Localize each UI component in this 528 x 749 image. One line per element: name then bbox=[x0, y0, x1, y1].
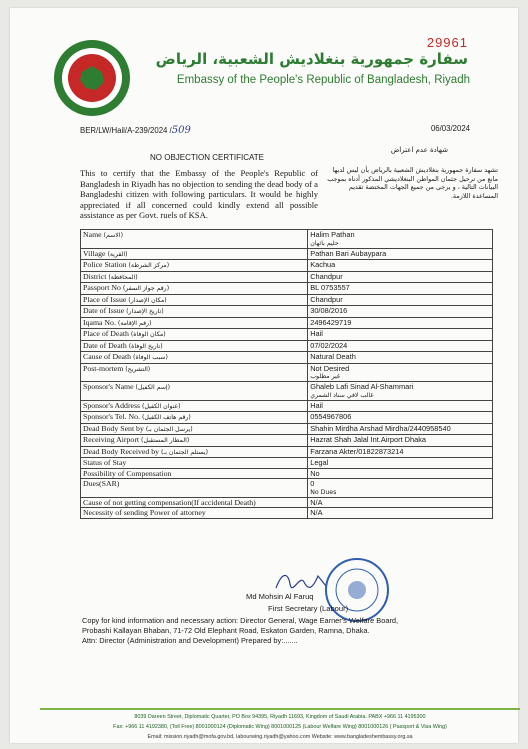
particulars-table bbox=[80, 229, 493, 519]
field-value bbox=[308, 423, 493, 435]
field-label-arabic: (سبب الوفاة) bbox=[133, 354, 168, 361]
field-value-text: 07/02/2024 bbox=[310, 340, 348, 350]
field-label-arabic: (إسم الكفيل) bbox=[135, 384, 171, 391]
field-label-text: Name bbox=[83, 230, 102, 239]
field-value-text: 0554967806 bbox=[310, 412, 352, 421]
field-label bbox=[81, 260, 308, 272]
field-label bbox=[81, 423, 308, 435]
field-label-arabic: (تاريخ الإصدار) bbox=[126, 308, 164, 315]
field-value bbox=[308, 306, 493, 318]
copy-line: Attn: Director (Administration and Development) Prepared by:....... bbox=[82, 636, 298, 645]
field-label-arabic: (رقم جواز السفر) bbox=[122, 285, 170, 292]
table-row bbox=[81, 479, 493, 498]
field-value-secondary: No Dues bbox=[310, 488, 337, 496]
field-label-text: District bbox=[83, 271, 107, 281]
field-label bbox=[81, 340, 308, 352]
field-label-arabic: (مركز الشرطة) bbox=[128, 262, 170, 269]
field-label-text: Cause of Death bbox=[83, 352, 132, 361]
field-value-text: Kachua bbox=[310, 260, 336, 269]
footer-contact: Email: mission.riyadh@mofa.gov.bd, labourwing.riyadh@yahoo.com Website: www.bangladeshembassy.org.sa bbox=[147, 734, 413, 740]
field-value bbox=[308, 446, 493, 458]
table-row bbox=[81, 283, 493, 295]
field-label-arabic: (التشريح) bbox=[125, 365, 151, 373]
field-label-text: Village bbox=[83, 248, 106, 258]
field-label-arabic: (الاسم) bbox=[103, 232, 123, 239]
footer-phone: Fax: +966 11 4192380, (Toll Free) 8001000124 (Diplomatic Wing) 8001000125 (Labour Welfare Wing) 8001000126 ( Passport & Visa Wing) bbox=[113, 724, 447, 730]
reference-text: BER/LW/Hail/A-239/2024 / bbox=[80, 126, 172, 135]
field-label-text: Dead Body Received by bbox=[83, 446, 159, 456]
table-row bbox=[81, 400, 493, 412]
embassy-name-arabic: سفارة جمهورية بنغلاديش الشعبية، الرياض bbox=[155, 50, 468, 68]
field-value-text: Natural Death bbox=[310, 352, 356, 361]
field-value bbox=[308, 435, 493, 447]
field-value-secondary: غالب لافي سناد الشمري bbox=[310, 391, 374, 399]
field-label bbox=[81, 435, 308, 447]
field-value bbox=[308, 340, 493, 352]
field-value-text: 30/08/2016 bbox=[310, 306, 348, 315]
field-value bbox=[308, 329, 493, 341]
field-value bbox=[308, 248, 493, 260]
field-value-text: BL 0753557 bbox=[310, 283, 350, 292]
field-label-arabic: (المطار المستقبل) bbox=[141, 437, 190, 444]
field-label-arabic: (رقم الإقامة) bbox=[117, 319, 152, 327]
field-label bbox=[81, 479, 308, 498]
field-value-text: N/A bbox=[310, 508, 323, 517]
footer-divider bbox=[40, 708, 520, 710]
field-value-text: 0 bbox=[310, 479, 315, 488]
table-row bbox=[81, 340, 493, 352]
field-label-arabic: (يستلم الجثمان بـ) bbox=[160, 448, 209, 456]
field-label bbox=[81, 446, 308, 458]
field-value bbox=[308, 400, 493, 412]
table-row bbox=[81, 230, 493, 249]
field-label-text: Place of Issue bbox=[83, 294, 127, 304]
field-value bbox=[308, 352, 493, 364]
field-value-text: Hazrat Shah Jalal Int.Airport Dhaka bbox=[310, 435, 427, 444]
field-label-text: Status of Stay bbox=[83, 458, 127, 467]
field-value bbox=[308, 294, 493, 306]
field-value bbox=[308, 283, 493, 295]
document-page bbox=[10, 8, 518, 743]
embassy-name-english: Embassy of the People's Republic of Bangladesh, Riyadh bbox=[176, 74, 470, 86]
field-value-text: Not Desired bbox=[310, 363, 350, 373]
field-label-text: Dead Body Sent by bbox=[83, 423, 144, 433]
table-row bbox=[81, 508, 493, 519]
field-label-text: Sponsor's Name bbox=[83, 382, 134, 391]
table-row bbox=[81, 382, 493, 401]
table-row bbox=[81, 294, 493, 306]
field-value bbox=[308, 497, 493, 508]
signatory-title: First Secretary (Labour) bbox=[268, 604, 349, 613]
copy-to bbox=[82, 616, 502, 646]
field-value bbox=[308, 230, 493, 249]
intro-paragraph-arabic: تشهد سفارة جمهورية بنغلاديش الشعبية بالرياض بأن ليس لديها مانع من ترحيل جثمان المواطن البنغلاديشي المذكور أدناه بموجب البيانات التالية ، و يرجى من جميع الجهات المختصة تقديم المساعدة اللازمة. bbox=[327, 166, 498, 200]
field-value bbox=[308, 382, 493, 401]
field-label bbox=[81, 468, 308, 479]
table-row bbox=[81, 352, 493, 364]
field-label bbox=[81, 363, 308, 382]
field-value-secondary: حليم باثهان bbox=[310, 239, 339, 247]
field-value bbox=[308, 363, 493, 382]
field-label bbox=[81, 306, 308, 318]
field-label-text: Necessity of sending Power of attorney bbox=[83, 508, 206, 517]
copy-line: Probashi Kallayan Bhaban, 71-72 Old Elephant Road, Eskaton Garden, Ramna, Dhaka. bbox=[82, 626, 370, 635]
field-value-text: N/A bbox=[310, 497, 323, 507]
field-label-text: Date of Issue bbox=[83, 306, 125, 315]
field-value-text: Chandpur bbox=[310, 271, 343, 281]
field-label bbox=[81, 317, 308, 329]
table-row bbox=[81, 458, 493, 469]
table-row bbox=[81, 248, 493, 260]
field-value-text: Ghaleb Lafi Sinad Al-Shammari bbox=[310, 382, 414, 391]
field-label bbox=[81, 382, 308, 401]
footer-address: 8039 Dareen Street, Diplomatic Quarter, PO Box 94395, Riyadh 11693, Kingdom of Saudi Arabia. PABX +966 11 4195300 bbox=[134, 714, 426, 720]
field-value bbox=[308, 479, 493, 498]
field-label bbox=[81, 508, 308, 519]
field-label-arabic: (القرية) bbox=[107, 250, 128, 258]
field-value-text: Hail bbox=[310, 400, 323, 410]
reference-handwritten: 509 bbox=[171, 125, 191, 136]
field-label bbox=[81, 412, 308, 424]
field-value bbox=[308, 271, 493, 283]
field-label bbox=[81, 400, 308, 412]
field-label-arabic: (رقم هاتف الكفيل) bbox=[141, 414, 191, 421]
field-label-arabic: (تاريخ الوفاة) bbox=[128, 342, 163, 350]
field-label bbox=[81, 497, 308, 508]
field-value-text: Hail bbox=[310, 329, 323, 338]
copy-line: Copy for kind information and necessary action: Director General, Wage Earner's Welfare Board, bbox=[82, 616, 399, 625]
field-label-arabic: (المحافظة) bbox=[108, 273, 138, 281]
table-row bbox=[81, 497, 493, 508]
field-label-text: Post-mortem bbox=[83, 363, 124, 373]
field-label-text: Receiving Airport bbox=[83, 435, 140, 444]
field-label bbox=[81, 271, 308, 283]
footer bbox=[40, 712, 520, 742]
table-row bbox=[81, 412, 493, 424]
table-row bbox=[81, 423, 493, 435]
field-label bbox=[81, 352, 308, 364]
field-value-text: No bbox=[310, 468, 320, 478]
table-row bbox=[81, 363, 493, 382]
certificate-title: NO OBJECTION CERTIFICATE bbox=[150, 153, 264, 162]
field-label bbox=[81, 283, 308, 295]
table-row bbox=[81, 435, 493, 447]
certificate-title-arabic: شهادة عدم اعتراض bbox=[390, 146, 448, 154]
field-label bbox=[81, 230, 308, 249]
table-row bbox=[81, 446, 493, 458]
field-value bbox=[308, 508, 493, 519]
field-value-text: Farzana Akter/01822873214 bbox=[310, 446, 404, 456]
field-label-arabic: (يرسل الجثمان بـ) bbox=[145, 425, 193, 433]
embassy-stamp bbox=[323, 556, 391, 624]
field-value bbox=[308, 468, 493, 479]
field-label-text: Passport No bbox=[83, 283, 121, 292]
field-label bbox=[81, 248, 308, 260]
field-label-text: Sponsor's Tel. No. bbox=[83, 412, 141, 421]
field-label-arabic: (مكان الوفاة) bbox=[130, 331, 166, 338]
field-label-text: Cause of not getting compensation(If accidental Death) bbox=[83, 497, 256, 507]
field-value bbox=[308, 412, 493, 424]
table-row bbox=[81, 468, 493, 479]
field-value-text: Shahin Mirdha Arshad Mirdha/2440958540 bbox=[310, 423, 451, 433]
field-label bbox=[81, 294, 308, 306]
intro-paragraph-english: This to certify that the Embassy of the People's Republic of Bangladesh in Riyadh has no objection to sending the dead body of a Bangladeshi citizen with following particulars. It would be highly appreciated if all concerned could kindly extend all possible assistance as per Govt. ruels of KSA. bbox=[80, 168, 318, 220]
field-value bbox=[308, 260, 493, 272]
table-row bbox=[81, 317, 493, 329]
field-label-text: Sponsor's Address bbox=[83, 400, 141, 410]
field-label bbox=[81, 458, 308, 469]
table-row bbox=[81, 271, 493, 283]
field-value-text: Chandpur bbox=[310, 294, 343, 304]
field-label-arabic: (عنوان الكفيل) bbox=[142, 402, 181, 410]
bangladesh-government-emblem bbox=[52, 38, 132, 118]
field-value-text: Halim Pathan bbox=[310, 230, 355, 239]
field-label-text: Possibility of Compensation bbox=[83, 468, 172, 478]
field-value-text: 2496429719 bbox=[310, 317, 352, 327]
field-label bbox=[81, 329, 308, 341]
document-date: 06/03/2024 bbox=[430, 124, 470, 133]
field-value-secondary: غير مطلوب bbox=[310, 373, 341, 380]
table-row bbox=[81, 260, 493, 272]
field-label-text: Dues(SAR) bbox=[83, 479, 120, 488]
field-value-text: Pathan Bari Aubaypara bbox=[310, 248, 387, 258]
field-label-text: Police Station bbox=[83, 260, 127, 269]
field-label-text: Place of Death bbox=[83, 329, 129, 338]
field-label-text: Date of Death bbox=[83, 340, 127, 350]
reference-number bbox=[80, 125, 191, 136]
table-row bbox=[81, 329, 493, 341]
field-label-arabic: (مكان الإصدار) bbox=[128, 296, 167, 304]
field-value bbox=[308, 317, 493, 329]
signatory-name: Md Mohsin Al Faruq bbox=[246, 592, 314, 601]
serial-number: 29961 bbox=[426, 35, 468, 50]
field-value bbox=[308, 458, 493, 469]
table-row bbox=[81, 306, 493, 318]
field-label-text: Iqama No. bbox=[83, 317, 116, 327]
field-value-text: Legal bbox=[310, 458, 329, 467]
